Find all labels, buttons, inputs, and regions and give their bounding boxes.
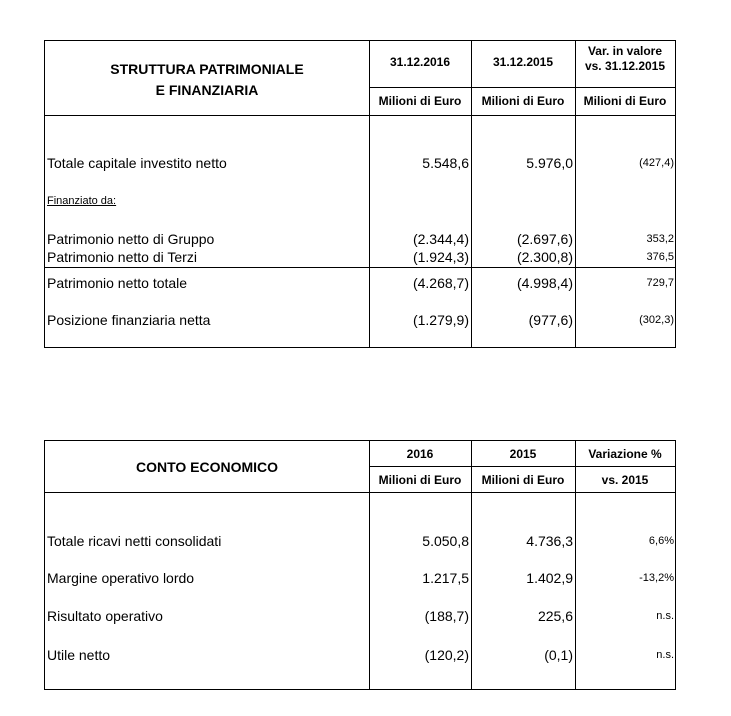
row-label: Patrimonio netto di Gruppo [47, 231, 215, 247]
column-unit: Milioni di Euro [583, 94, 667, 108]
balance-sheet-table [44, 40, 676, 348]
value-variation: n.s. [656, 649, 674, 661]
subtotal-rule [45, 267, 675, 268]
value-variation: 6,6% [648, 535, 674, 547]
income-statement-table [44, 440, 676, 690]
row-label: Utile netto [47, 647, 111, 663]
value-2015: (977,6) [528, 312, 573, 328]
value-2016: 1.217,5 [422, 570, 469, 586]
row-label: Totale ricavi netti consolidati [47, 533, 222, 549]
column-unit: vs. 2015 [601, 473, 649, 487]
header-divider [369, 87, 676, 88]
financed-by-label: Finanziato da: [47, 195, 117, 207]
column-header-2015: 31.12.2015 [492, 55, 554, 69]
value-variation: 376,5 [646, 251, 674, 263]
value-2015: (4.998,4) [516, 275, 573, 291]
value-variation: 729,7 [646, 277, 674, 289]
value-2015: (2.300,8) [516, 249, 573, 265]
table-title: CONTO ECONOMICO [135, 459, 279, 475]
row-label: Risultato operativo [47, 608, 163, 624]
value-2016: (1.279,9) [412, 312, 469, 328]
column-unit: Milioni di Euro [481, 94, 565, 108]
value-2015: 4.736,3 [526, 533, 573, 549]
value-2016: (2.344,4) [412, 231, 469, 247]
row-label: Patrimonio netto di Terzi [47, 249, 197, 265]
row-label: Totale capitale investito netto [47, 155, 227, 171]
column-header-2016: 31.12.2016 [389, 55, 451, 69]
column-header-variation: Var. in valore vs. 31.12.2015 [584, 44, 666, 73]
column-unit: Milioni di Euro [378, 94, 462, 108]
header-divider [369, 466, 676, 467]
value-variation: (427,4) [639, 157, 674, 169]
column-header-variation: Variazione % [588, 447, 662, 461]
row-label: Posizione finanziaria netta [47, 312, 211, 328]
table-title: STRUTTURA PATRIMONIALE E FINANZIARIA [110, 61, 304, 98]
row-label: Patrimonio netto totale [47, 275, 188, 291]
value-2016: (4.268,7) [412, 275, 469, 291]
row-label: Margine operativo lordo [47, 570, 195, 586]
value-2016: (120,2) [424, 647, 469, 663]
value-2015: (0,1) [544, 647, 573, 663]
value-variation: n.s. [656, 610, 674, 622]
value-variation: 353,2 [646, 233, 674, 245]
value-2015: 1.402,9 [526, 570, 573, 586]
value-variation: -13,2% [639, 572, 674, 584]
value-2015: 225,6 [537, 608, 573, 624]
value-2016: (1.924,3) [412, 249, 469, 265]
value-2016: (188,7) [424, 608, 469, 624]
column-unit: Milioni di Euro [378, 473, 462, 487]
header-bottom-rule [45, 492, 675, 493]
header-bottom-rule [45, 115, 675, 116]
value-2015: (2.697,6) [516, 231, 573, 247]
value-2016: 5.050,8 [422, 533, 469, 549]
column-header-2016: 2016 [406, 447, 434, 461]
value-variation: (302,3) [639, 314, 674, 326]
column-header-2015: 2015 [509, 447, 537, 461]
column-unit: Milioni di Euro [481, 473, 565, 487]
value-2016: 5.548,6 [422, 155, 469, 171]
value-2015: 5.976,0 [526, 155, 573, 171]
